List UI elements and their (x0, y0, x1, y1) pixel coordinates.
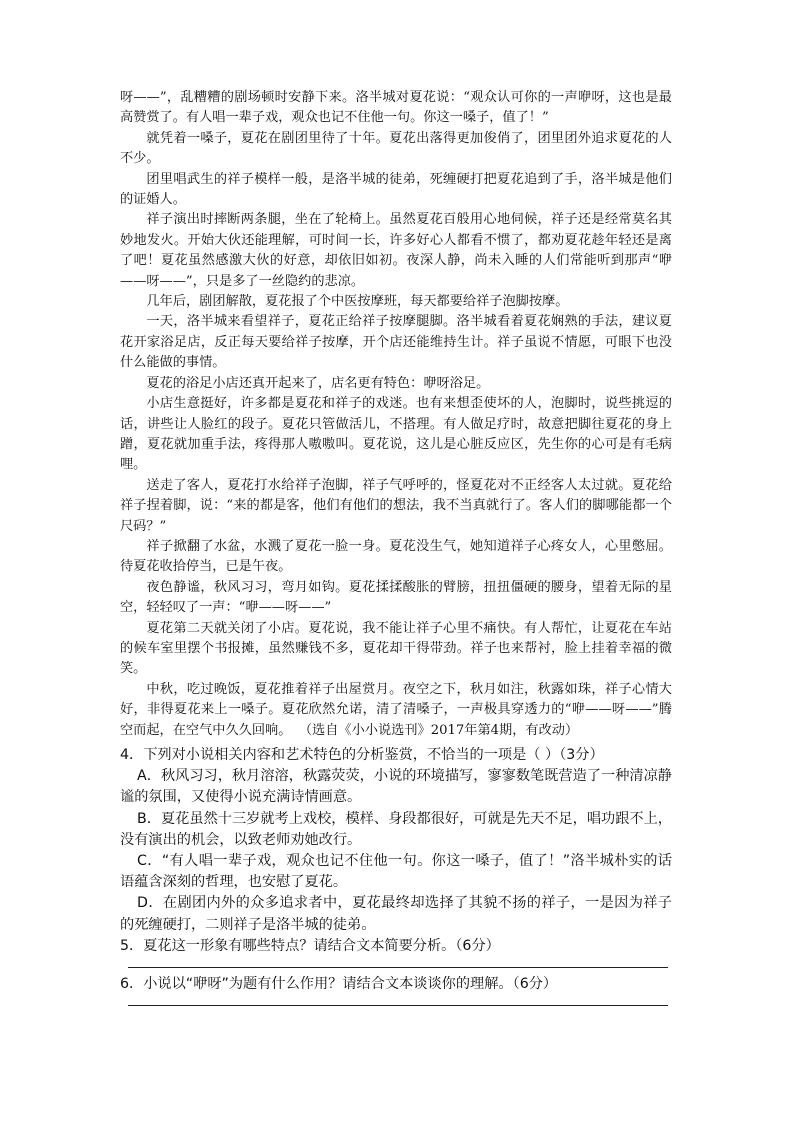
story-paragraph: 送走了客人，夏花打水给祥子泡脚，祥子气呼呼的，怪夏花对不正经客人太过就。夏花给祥子捏着脚，说：“来的都是客，他们有他们的想法，我不当真就行了。客人们的脚哪能都一个尺码？” (120, 477, 672, 534)
question-4-option-a: A．秋风习习，秋月溶溶，秋露荧荧，小说的环境描写，寥寥数笔既营造了一种清凉静谧的氛围，又使得小说充满诗情画意。 (120, 768, 672, 806)
question-4-option-c: C．“有人唱一辈子戏，观众也记不住他一句。你这一嗓子，值了！”洛半城朴实的话语蕴含深刻的哲理，也安慰了夏花。 (120, 853, 672, 891)
story-paragraph: 团里唱武生的祥子模样一般，是洛半城的徒弟，死缠硬打把夏花追到了手，洛半城是他们的证婚人。 (120, 171, 672, 208)
answer-line (128, 1005, 668, 1006)
question-5-stem: 5．夏花这一形象有哪些特点？请结合文本简要分析。（6分） (120, 937, 500, 954)
story-paragraph: 就凭着一嗓子，夏花在剧团里待了十年。夏花出落得更加俊俏了，团里团外追求夏花的人不少。 (120, 130, 672, 167)
story-paragraph-text: 中秋，吃过晚饭，夏花推着祥子出屋赏月。夜空之下，秋月如注，秋露如珠，祥子心情大好，非得夏花来上一嗓子。夏花欣然允诺，清了清嗓子，一声极具穿透力的“咿——呀——”腾空而起，在空气中久久回响。 (120, 681, 672, 738)
exam-page (120, 88, 672, 1012)
story-paragraph: 一天，洛半城来看望祥子，夏花正给祥子按摩腿脚。洛半城看着夏花娴熟的手法，建议夏花开家浴足店，反正每天要给祥子按摩，开个店还能维持生计。祥子虽说不情愿，可眼下也没什么能做的事情。 (120, 314, 672, 371)
source-citation: （选自《小小说选刊》2017年第4期，有改动） (305, 722, 579, 738)
story-paragraph-last (120, 680, 672, 741)
question-4-option-d: D．在剧团内外的众多追求者中，夏花最终却选择了其貌不扬的祥子，一是因为祥子的死缠硬打，二则祥子是洛半城的徒弟。 (120, 895, 672, 933)
story-paragraph: 夜色静谧，秋风习习，弯月如钩。夏花揉揉酸胀的臂膀，扭扭僵硬的腰身，望着无际的星空，轻轻叹了一声：“咿——呀——” (120, 579, 672, 616)
story-text (120, 88, 672, 741)
story-paragraph: 呀——”，乱糟糟的剧场顿时安静下来。洛半城对夏花说：“观众认可你的一声咿呀，这也是最高赞赏了。有人唱一辈子戏，观众也记不住他一句。你这一嗓子，值了！” (120, 90, 672, 126)
story-paragraph: 夏花第二天就关闭了小店。夏花说，我不能让祥子心里不痛快。有人帮忙，让夏花在车站的候车室里摆个书报摊，虽然赚钱不多，夏花却干得带劲。祥子也来帮衬，脸上挂着幸福的微笑。 (120, 620, 672, 677)
story-paragraph: 小店生意挺好，许多都是夏花和祥子的戏迷。也有来想歪使坏的人，泡脚时，说些挑逗的话，讲些让人脸红的段子。夏花只管做活儿，不搭理。有人做足疗时，故意把脚往夏花的身上蹭，夏花就加重手法，疼得那人嗷嗷叫。夏花说，这儿是心脏反应区，先生你的心可是有毛病哩。 (120, 396, 672, 473)
story-paragraph: 夏花的浴足小店还真开起来了，店名更有特色：咿呀浴足。 (146, 375, 490, 391)
story-paragraph: 几年后，剧团解散，夏花报了个中医按摩班，每天都要给祥子泡脚按摩。 (146, 294, 569, 310)
question-6-stem: 6．小说以“咿呀”为题有什么作用？请结合文本谈谈你的理解。（6分） (120, 976, 558, 993)
question-4-option-b: B．夏花虽然十三岁就考上戏校，模样、身段都很好，可就是先天不足，唱功跟不上，没有演出的机会，以致老师劝她改行。 (120, 810, 672, 848)
story-paragraph: 祥子掀翻了水盆，水溅了夏花一脸一身。夏花没生气，她知道祥子心疼女人，心里憋屈。待夏花收拾停当，已是午夜。 (120, 538, 672, 575)
questions (120, 745, 672, 1006)
story-paragraph: 祥子演出时摔断两条腿，坐在了轮椅上。虽然夏花百般用心地伺候，祥子还是经常莫名其妙地发火。开始大伙还能理解，可时间一长，许多好心人都看不惯了，都劝夏花趁年轻还是离了吧！夏花虽然感激大伙的好意，却依旧如初。夜深人静，尚未入睡的人们常能听到那声“咿——呀——”，只是多了一丝隐约的悲凉。 (120, 212, 672, 289)
question-4-stem: 4．下列对小说相关内容和艺术特色的分析鉴赏，不恰当的一项是（ ）（3分） (120, 747, 604, 763)
answer-line (128, 967, 668, 968)
